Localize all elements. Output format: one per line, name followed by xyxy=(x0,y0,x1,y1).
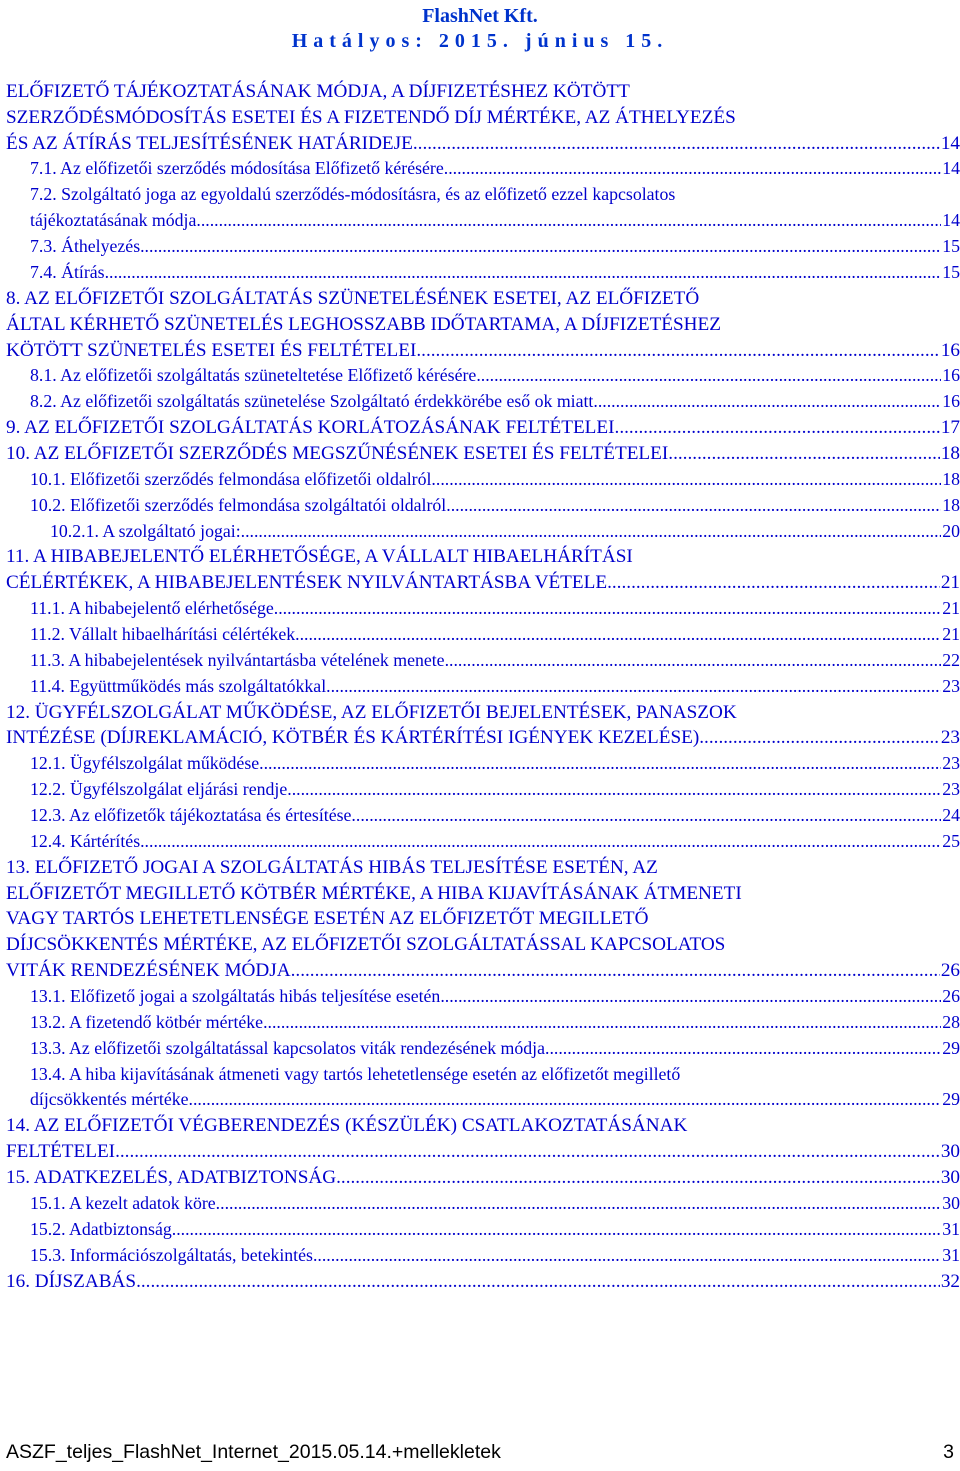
toc-entry[interactable] xyxy=(6,596,960,622)
toc-entry-text: 7.1. Az előfizetői szerződés módosítása Előfizető kérésére xyxy=(30,158,444,179)
toc-entry-text: VAGY TARTÓS LEHETETLENSÉGE ESETÉN AZ ELŐFIZETŐT MEGILLETŐ xyxy=(6,908,649,930)
toc-entry-text: 15.1. A kezelt adatok köre xyxy=(30,1192,216,1213)
dot-leader xyxy=(476,363,941,389)
toc-entry-text: 8. AZ ELŐFIZETŐI SZOLGÁLTATÁS SZÜNETELÉSÉNEK ESETEI, AZ ELŐFIZETŐ xyxy=(6,287,700,309)
dot-leader xyxy=(291,958,940,984)
toc-entry[interactable] xyxy=(6,389,960,415)
dot-leader xyxy=(545,1036,941,1062)
toc-page-number: 21 xyxy=(942,598,960,619)
toc-page-number: 25 xyxy=(942,830,960,851)
toc-entry-text: 10.1. Előfizetői szerződés felmondása előfizetői oldalról xyxy=(30,468,432,489)
toc-entry-text: 10.2.1. A szolgáltató jogai: xyxy=(50,520,241,541)
toc-page-number: 18 xyxy=(942,468,960,489)
toc-entry[interactable] xyxy=(6,1113,960,1165)
dot-leader xyxy=(313,1243,941,1269)
toc-page-number: 23 xyxy=(940,727,960,749)
toc-page-number: 31 xyxy=(942,1218,960,1239)
dot-leader xyxy=(445,648,942,674)
dot-leader xyxy=(418,131,940,157)
toc-entry-text: 12.3. Az előfizetők tájékoztatása és értesítése xyxy=(30,805,352,826)
dot-leader xyxy=(607,570,940,596)
table-of-contents xyxy=(6,79,960,1294)
toc-entry-text: KÖTÖTT SZÜNETELÉS ESETEI ÉS FELTÉTELEI xyxy=(6,339,417,361)
toc-page-number: 15 xyxy=(942,236,960,257)
dot-leader xyxy=(615,415,940,441)
toc-entry[interactable] xyxy=(6,1217,960,1243)
toc-entry[interactable] xyxy=(6,1191,960,1217)
toc-entry-text: 13.4. A hiba kijavításának átmeneti vagy tartós lehetetlensége esetén az előfizetőt megillető xyxy=(30,1063,681,1084)
dot-leader xyxy=(172,1217,941,1243)
footer-filename: ASZF_teljes_FlashNet_Internet_2015.05.14.+mellekletek xyxy=(6,1441,501,1463)
toc-entry[interactable] xyxy=(6,1062,960,1114)
toc-entry[interactable] xyxy=(6,1243,960,1269)
toc-entry-text: 13.1. Előfizető jogai a szolgáltatás hibás teljesítése esetén xyxy=(30,985,441,1006)
toc-page-number: 31 xyxy=(942,1244,960,1265)
toc-entry-text: 15.2. Adatbiztonság xyxy=(30,1218,172,1239)
toc-entry-text: 11.3. A hibabejelentések nyilvántartásba vételének menete xyxy=(30,649,445,670)
toc-entry[interactable] xyxy=(6,1010,960,1036)
dot-leader xyxy=(326,674,941,700)
dot-leader xyxy=(105,260,942,286)
toc-entry[interactable] xyxy=(6,519,960,545)
dot-leader xyxy=(140,829,941,855)
toc-entry[interactable] xyxy=(6,182,960,234)
toc-entry-text: ELŐFIZETŐT MEGILLETŐ KÖTBÉR MÉRTÉKE, A HIBA KIJAVÍTÁSÁNAK ÁTMENETI xyxy=(6,882,742,904)
toc-entry[interactable] xyxy=(6,622,960,648)
dot-leader xyxy=(668,441,940,467)
toc-entry[interactable] xyxy=(6,260,960,286)
toc-page-number: 14 xyxy=(940,132,960,154)
toc-page-number: 23 xyxy=(942,675,960,696)
toc-entry[interactable] xyxy=(6,415,960,441)
page-footer xyxy=(6,1440,954,1464)
dot-leader xyxy=(351,803,941,829)
dot-leader xyxy=(336,1165,940,1191)
toc-entry[interactable] xyxy=(6,286,960,363)
toc-entry-text: 13.3. Az előfizetői szolgáltatással kapcsolatos viták rendezésének módja xyxy=(30,1037,545,1058)
toc-page-number: 23 xyxy=(942,779,960,800)
dot-leader xyxy=(444,156,941,182)
toc-page-number: 26 xyxy=(940,960,960,982)
toc-entry-text: 13. ELŐFIZETŐ JOGAI A SZOLGÁLTATÁS HIBÁS TELJESÍTÉSE ESETÉN, AZ xyxy=(6,856,658,878)
toc-entry-text: ELŐFIZETŐ TÁJÉKOZTATÁSÁNAK MÓDJA, A DÍJFIZETÉSHEZ KÖTÖTT xyxy=(6,81,630,102)
toc-entry[interactable] xyxy=(6,234,960,260)
toc-page-number: 30 xyxy=(940,1141,960,1163)
dot-leader xyxy=(431,467,941,493)
toc-entry-text: SZERZŐDÉSMÓDOSÍTÁS ESETEI ÉS A FIZETENDŐ DÍJ MÉRTÉKE, AZ ÁTHELYEZÉS xyxy=(6,106,736,128)
toc-page-number: 30 xyxy=(940,1166,960,1188)
toc-entry-text: 12. ÜGYFÉLSZOLGÁLAT MŰKÖDÉSE, AZ ELŐFIZETŐI BEJELENTÉSEK, PANASZOK xyxy=(6,701,737,723)
toc-page-number: 23 xyxy=(942,753,960,774)
toc-entry[interactable] xyxy=(6,674,960,700)
toc-page-number: 24 xyxy=(942,805,960,826)
toc-page-number: 21 xyxy=(942,623,960,644)
page-header xyxy=(0,4,960,53)
toc-entry[interactable] xyxy=(6,1269,960,1295)
toc-entry-text: DÍJCSÖKKENTÉS MÉRTÉKE, AZ ELŐFIZETŐI SZOLGÁLTATÁSSAL KAPCSOLATOS xyxy=(6,934,726,956)
dot-leader xyxy=(416,338,939,364)
toc-entry-text: díjcsökkentés mértéke xyxy=(30,1089,189,1110)
toc-entry-text: 11.4. Együttműködés más szolgáltatókkal xyxy=(30,675,327,696)
toc-entry[interactable] xyxy=(6,544,960,596)
toc-entry-text: 13.2. A fizetendő kötbér mértéke xyxy=(30,1011,264,1032)
dot-leader xyxy=(196,208,941,234)
toc-entry[interactable] xyxy=(6,79,960,156)
footer-page-number: 3 xyxy=(943,1441,954,1463)
dot-leader xyxy=(115,1139,940,1165)
toc-page-number: 20 xyxy=(942,520,960,541)
toc-page-number: 16 xyxy=(942,391,960,412)
dot-leader xyxy=(274,596,941,622)
toc-page-number: 26 xyxy=(942,985,960,1006)
toc-entry[interactable] xyxy=(6,700,960,752)
toc-entry-text: ÁLTAL KÉRHETŐ SZÜNETELÉS LEGHOSSZABB IDŐTARTAMA, A DÍJFIZETÉSHEZ xyxy=(6,313,721,335)
toc-entry-text: 9. AZ ELŐFIZETŐI SZOLGÁLTATÁS KORLÁTOZÁSÁNAK FELTÉTELEI xyxy=(6,417,615,439)
toc-entry[interactable] xyxy=(6,855,960,984)
dot-leader xyxy=(259,751,941,777)
toc-entry-text: 8.2. Az előfizetői szolgáltatás szünetelése Szolgáltató érdekkörébe eső ok miatt xyxy=(30,391,594,412)
toc-page-number: 15 xyxy=(942,262,960,283)
dot-leader xyxy=(287,777,941,803)
toc-entry-text: 7.3. Áthelyezés xyxy=(30,236,141,257)
toc-page-number: 22 xyxy=(942,649,960,670)
toc-entry-text: INTÉZÉSE (DÍJREKLAMÁCIÓ, KÖTBÉR ÉS KÁRTÉRÍTÉSI IGÉNYEK KEZELÉSE) xyxy=(6,727,700,749)
toc-page-number: 14 xyxy=(942,210,960,231)
toc-entry-text: ÉS AZ ÁTÍRÁS TELJESÍTÉSÉNEK HATÁRIDEJE. xyxy=(6,132,418,154)
toc-entry[interactable] xyxy=(6,751,960,777)
effective-date: Hatályos: 2015. június 15. xyxy=(291,30,669,52)
toc-page-number: 18 xyxy=(940,442,960,464)
company-name: FlashNet Kft. xyxy=(422,5,538,27)
toc-entry-text: 12.4. Kártérítés xyxy=(30,830,141,851)
toc-entry-text: VITÁK RENDEZÉSÉNEK MÓDJA xyxy=(6,960,291,982)
toc-entry-text: 8.1. Az előfizetői szolgáltatás szüneteltetése Előfizető kérésére xyxy=(30,365,477,386)
toc-entry[interactable] xyxy=(6,493,960,519)
toc-entry[interactable] xyxy=(6,441,960,467)
toc-entry-text: FELTÉTELEI xyxy=(6,1141,116,1163)
toc-entry-text: 11.1. A hibabejelentő elérhetősége xyxy=(30,598,274,619)
toc-entry-text: 11. A HIBABEJELENTŐ ELÉRHETŐSÉGE, A VÁLLALT HIBAELHÁRÍTÁSI xyxy=(6,546,633,568)
toc-entry[interactable] xyxy=(6,1165,960,1191)
dot-leader xyxy=(440,984,941,1010)
dot-leader xyxy=(140,234,941,260)
toc-entry[interactable] xyxy=(6,829,960,855)
toc-entry-text: 7.4. Átírás xyxy=(30,262,105,283)
toc-page-number: 32 xyxy=(940,1270,960,1292)
dot-leader xyxy=(446,493,941,519)
toc-entry-text: 15.3. Információszolgáltatás, betekintés xyxy=(30,1244,313,1265)
dot-leader xyxy=(699,725,940,751)
toc-entry[interactable] xyxy=(6,777,960,803)
toc-entry-text: 11.2. Vállalt hibaelhárítási célértékek xyxy=(30,623,296,644)
dot-leader xyxy=(189,1087,942,1113)
toc-entry-text: 10.2. Előfizetői szerződés felmondása szolgáltatói oldalról xyxy=(30,494,447,515)
toc-page-number: 14 xyxy=(942,158,960,179)
toc-entry-text: 16. DÍJSZABÁS xyxy=(6,1270,137,1292)
toc-page-number: 28 xyxy=(942,1011,960,1032)
toc-entry-text: 12.2. Ügyfélszolgálat eljárási rendje xyxy=(30,779,288,800)
toc-entry-text: 7.2. Szolgáltató joga az egyoldalú szerződés-módosításra, és az előfizető ezzel kapcsolatos xyxy=(30,184,676,205)
toc-entry[interactable] xyxy=(6,467,960,493)
toc-entry-text: 10. AZ ELŐFIZETŐI SZERZŐDÉS MEGSZŰNÉSÉNEK ESETEI ÉS FELTÉTELEI xyxy=(6,442,669,464)
toc-entry-text: 14. AZ ELŐFIZETŐI VÉGBERENDEZÉS (KÉSZÜLÉK) CSATLAKOZTATÁSÁNAK xyxy=(6,1115,688,1137)
dot-leader xyxy=(241,519,942,545)
toc-entry-text: 15. ADATKEZELÉS, ADATBIZTONSÁG xyxy=(6,1166,337,1188)
dot-leader xyxy=(263,1010,941,1036)
dot-leader xyxy=(136,1269,940,1295)
toc-page-number: 18 xyxy=(942,494,960,515)
dot-leader xyxy=(295,622,941,648)
toc-entry-text: CÉLÉRTÉKEK, A HIBABEJELENTÉSEK NYILVÁNTARTÁSBA VÉTELE xyxy=(6,572,608,594)
toc-entry[interactable] xyxy=(6,648,960,674)
toc-page-number: 16 xyxy=(942,365,960,386)
toc-page-number: 17 xyxy=(940,417,960,439)
toc-entry-text: 12.1. Ügyfélszolgálat működése xyxy=(30,753,260,774)
toc-entry[interactable] xyxy=(6,984,960,1010)
dot-leader xyxy=(593,389,941,415)
toc-page-number: 21 xyxy=(940,572,960,594)
toc-page-number: 29 xyxy=(942,1089,960,1110)
toc-entry[interactable] xyxy=(6,803,960,829)
toc-page-number: 30 xyxy=(942,1192,960,1213)
toc-entry-text: tájékoztatásának módja xyxy=(30,210,197,231)
toc-entry[interactable] xyxy=(6,363,960,389)
dot-leader xyxy=(216,1191,942,1217)
toc-page-number: 16 xyxy=(940,339,960,361)
toc-page-number: 29 xyxy=(942,1037,960,1058)
toc-entry[interactable] xyxy=(6,1036,960,1062)
toc-entry[interactable] xyxy=(6,156,960,182)
